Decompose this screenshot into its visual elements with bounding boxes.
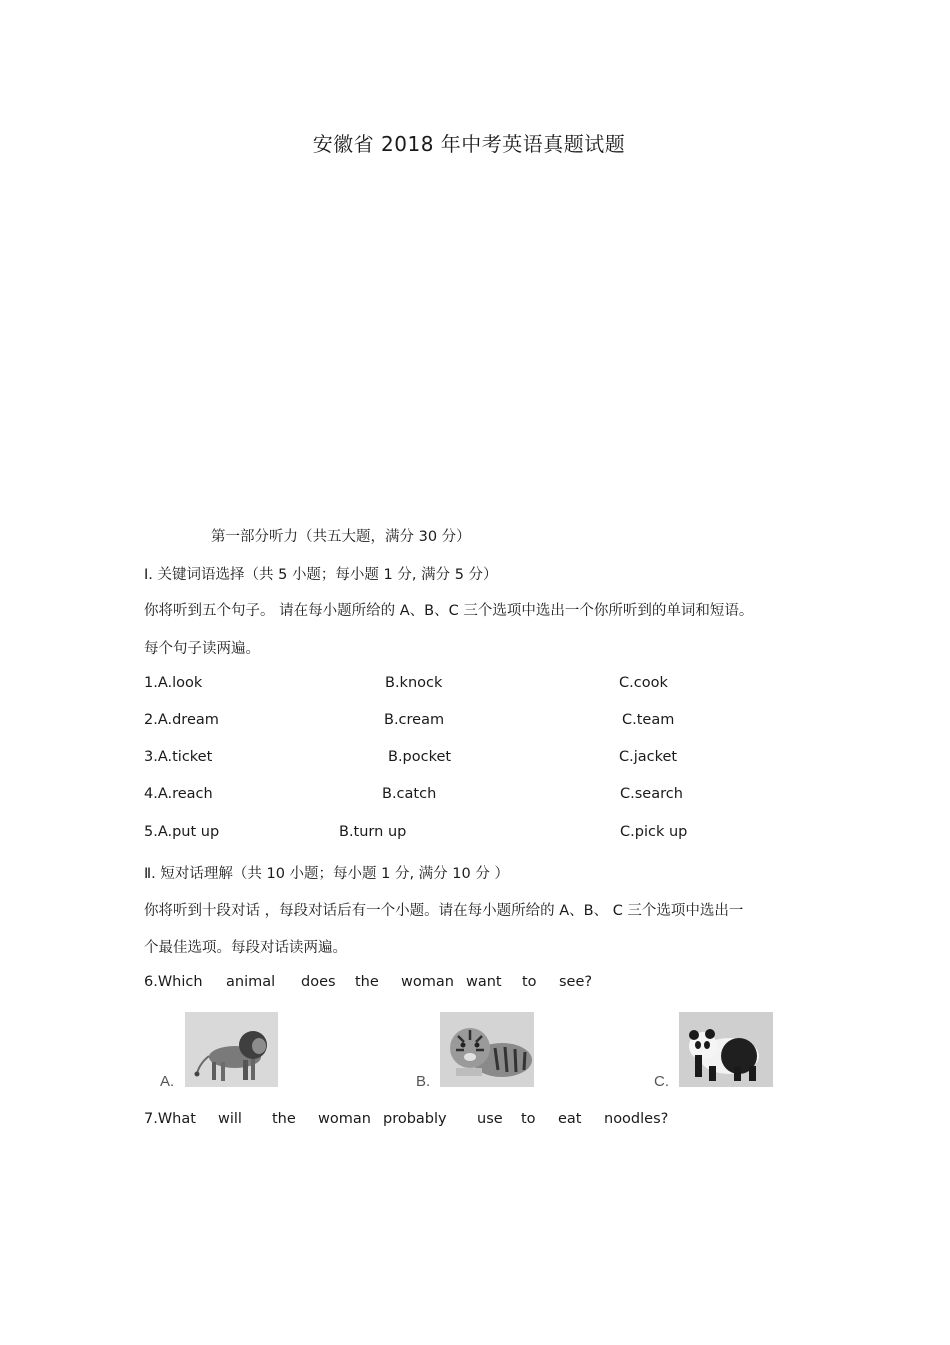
question-word: 7.What: [144, 1111, 196, 1127]
option-label-c: C.: [654, 1073, 669, 1090]
question-word: noodles?: [604, 1111, 669, 1127]
question-option-c: C.search: [620, 786, 683, 802]
question-word: animal: [226, 974, 276, 990]
question-option-a: 2.A.dream: [144, 712, 219, 728]
question-word: 6.Which: [144, 974, 203, 990]
question-option-a: 5.A.put up: [144, 824, 220, 840]
section-two-instruction-cont: 个最佳选项。每段对话读两遍。: [144, 940, 347, 956]
question-word: to: [522, 974, 537, 990]
question-option-a: 4.A.reach: [144, 786, 213, 802]
section-one-instruction: 你将听到五个句子。 请在每小题所给的 A、B、C 三个选项中选出一个你所听到的单词和短语。: [144, 603, 754, 619]
part-one-heading: 第一部分听力（共五大题，满分 30 分）: [211, 529, 471, 545]
section-two-heading: Ⅱ. 短对话理解（共 10 小题；每小题 1 分, 满分 10 分 ）: [144, 866, 509, 882]
question-word: want: [466, 974, 502, 990]
question-option-b: B.pocket: [388, 749, 452, 765]
page-title: 安徽省 2018 年中考英语真题试题: [312, 132, 626, 156]
question-option-b: B.knock: [385, 675, 443, 691]
tiger-icon: [440, 1012, 534, 1087]
question-option-c: C.cook: [619, 675, 668, 691]
section-one-instruction-cont: 每个句子读两遍。: [144, 641, 260, 657]
panda-icon: [679, 1012, 773, 1087]
question-word: to: [521, 1111, 536, 1127]
question-word: probably: [383, 1111, 447, 1127]
question-option-b: B.catch: [382, 786, 437, 802]
option-label-b: B.: [416, 1073, 431, 1090]
question-option-a: 1.A.look: [144, 675, 203, 691]
question-word: woman: [318, 1111, 371, 1127]
question-option-a: 3.A.ticket: [144, 749, 213, 765]
question-option-c: C.pick up: [620, 824, 688, 840]
question-option-c: C.team: [622, 712, 675, 728]
lion-icon: [185, 1012, 278, 1087]
question-word: see?: [559, 974, 593, 990]
option-label-a: A.: [160, 1073, 175, 1090]
question-word: the: [355, 974, 379, 990]
question-option-c: C.jacket: [619, 749, 678, 765]
question-word: will: [218, 1111, 242, 1127]
section-one-heading: I. 关键词语选择（共 5 小题；每小题 1 分, 满分 5 分）: [144, 567, 498, 583]
question-option-b: B.cream: [384, 712, 445, 728]
question-word: eat: [558, 1111, 582, 1127]
section-two-instruction: 你将听到十段对话 ，每段对话后有一个小题。请在每小题所给的 A、B、 C 三个选项中选出一: [144, 903, 744, 919]
question-word: the: [272, 1111, 296, 1127]
question-word: woman: [401, 974, 454, 990]
question-word: does: [301, 974, 336, 990]
question-option-b: B.turn up: [339, 824, 407, 840]
question-word: use: [477, 1111, 503, 1127]
